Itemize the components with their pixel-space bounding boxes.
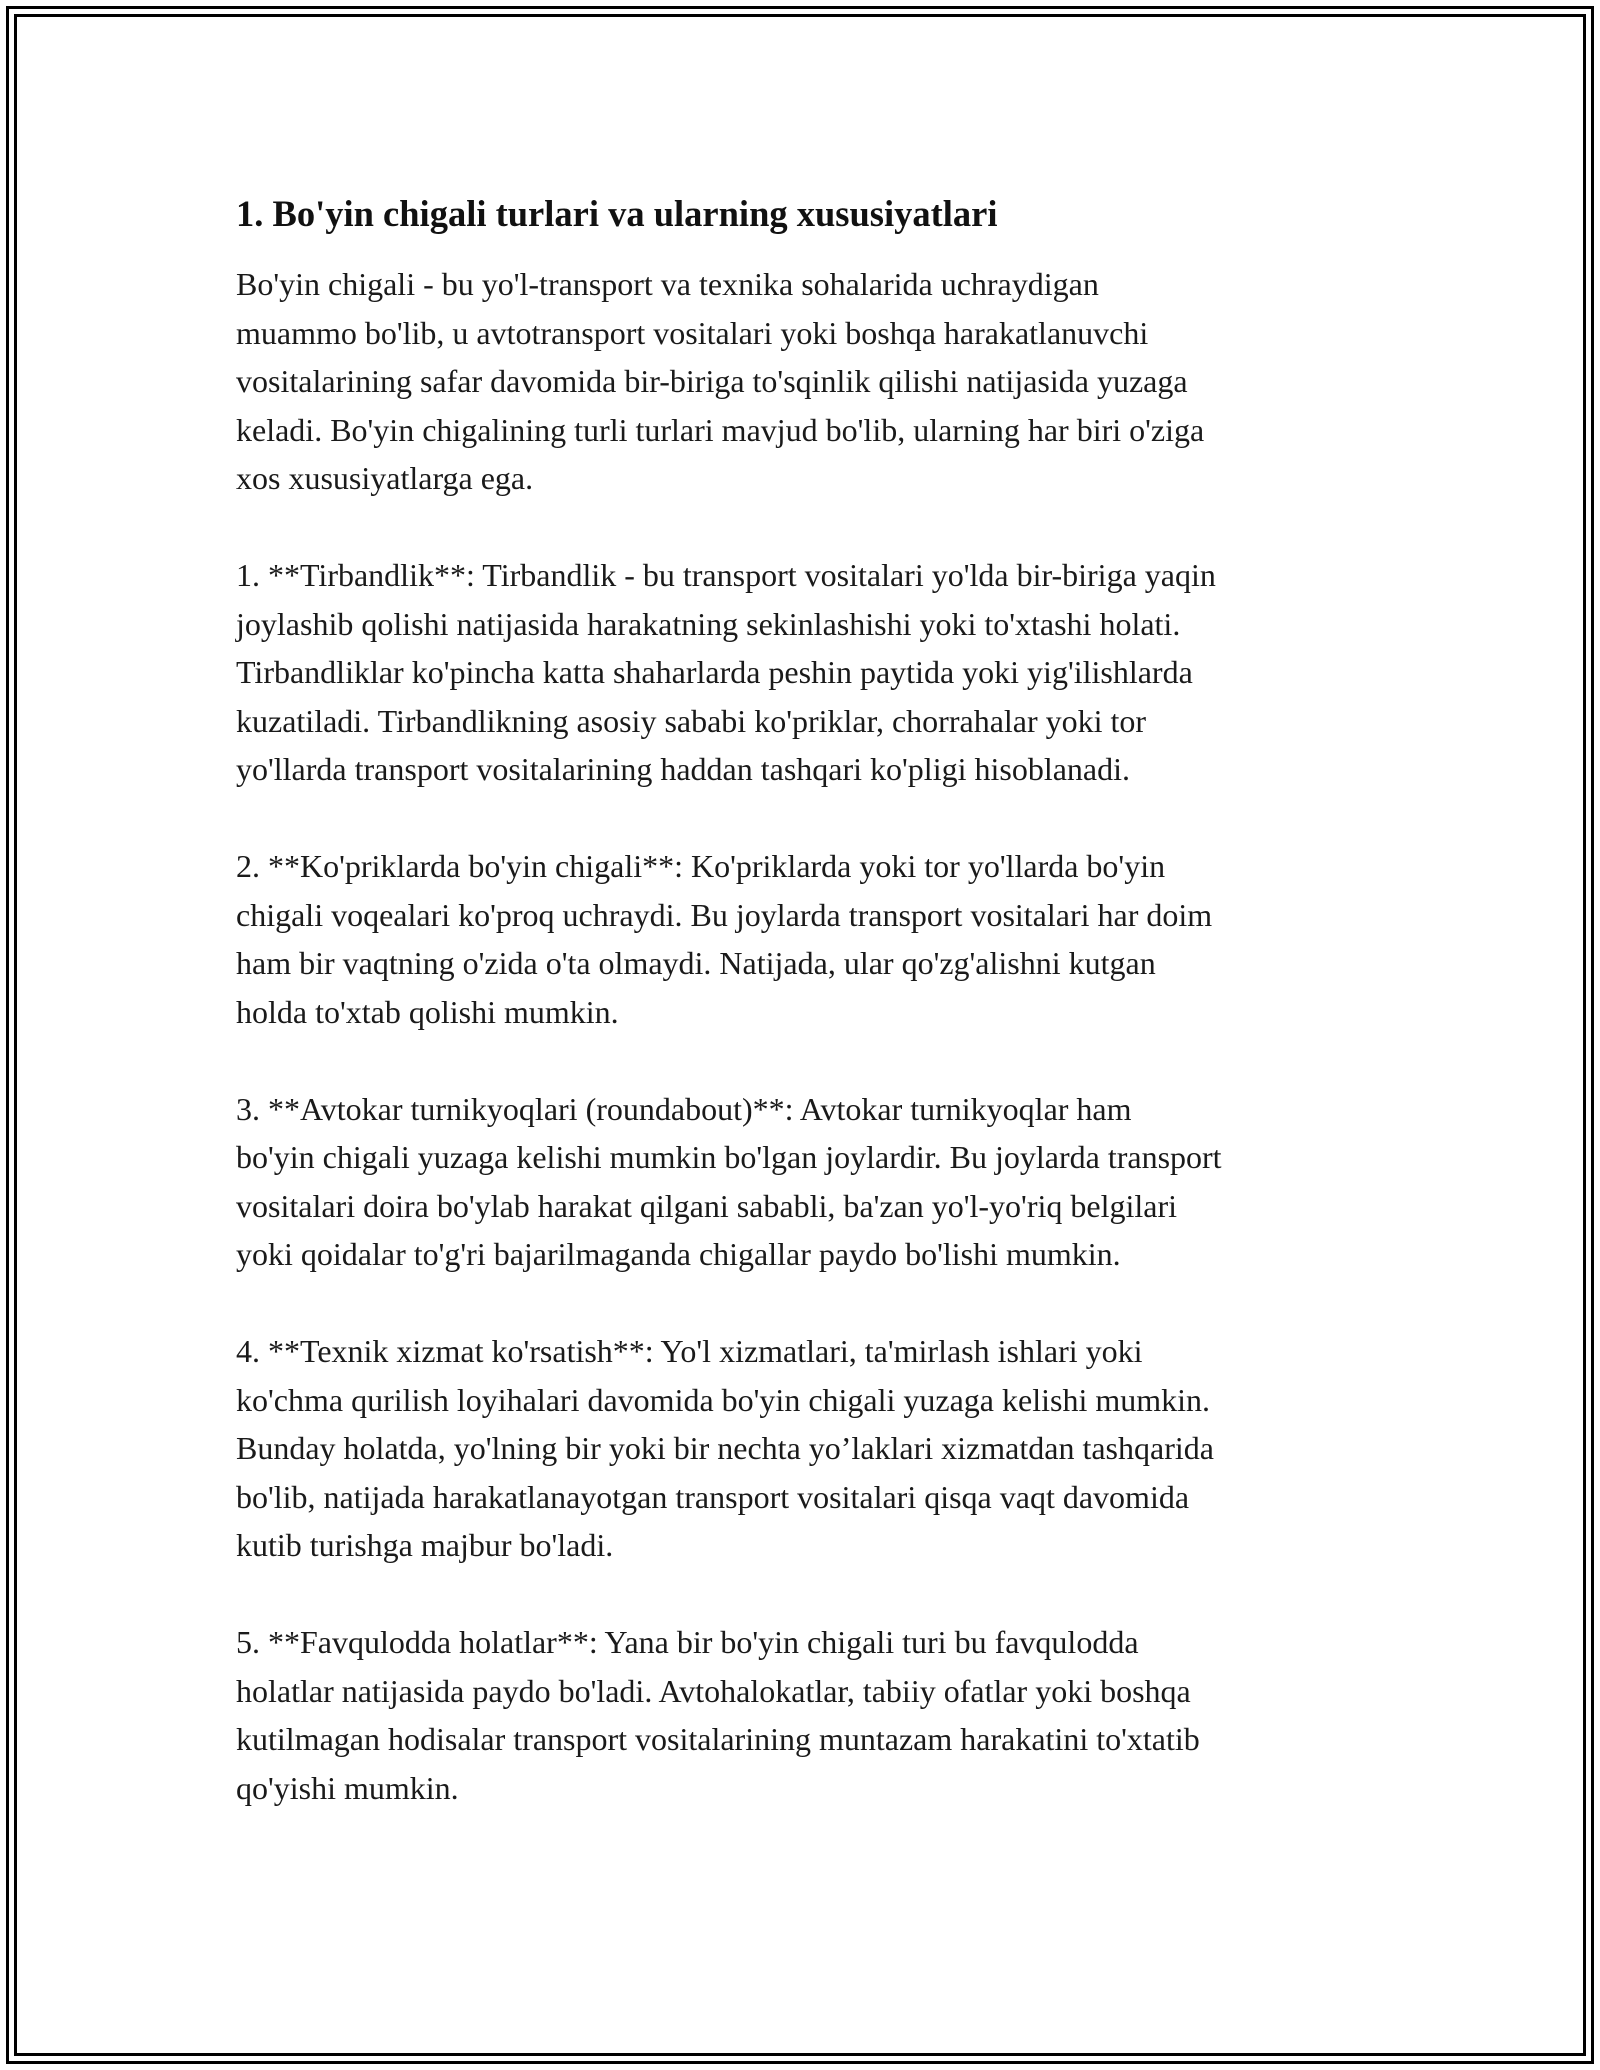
paragraph-texnik-xizmat: 4. **Texnik xizmat ko'rsatish**: Yo'l xizmatlari, ta'mirlash ishlari yoki ko'chma qurilish loyihalari davomida bo'yin chigali yuzaga kelishi mumkin. Bunday holatda, yo'lning bir yoki bir nechta yo’laklari xizmatdan tashqarida bo'lib, natijada harakatlanayotgan transport vositalari qisqa vaqt davomida kutib turishga majbur bo'ladi. (236, 1333, 1214, 1563)
paragraph-favqulodda: 5. **Favqulodda holatlar**: Yana bir bo'yin chigali turi bu favqulodda holatlar natijasida paydo bo'ladi. Avtohalokatlar, tabiiy ofatlar yoki boshqa kutilmagan hodisalar transport vositalarining muntazam harakatini to'xtatib qo'yishi mumkin. (236, 1624, 1200, 1806)
document-body (236, 190, 1376, 1861)
document-title: 1. Bo'yin chigali turlari va ularning xususiyatlari (236, 193, 998, 234)
intro-paragraph: Bo'yin chigali - bu yo'l-transport va texnika sohalarida uchraydigan muammo bo'lib, u avtotransport vositalari yoki boshqa harakatlanuvchi vositalarining safar davomida bir-biriga to'sqinlik qilishi natijasida yuzaga keladi. Bo'yin chigalining turli turlari mavjud bo'lib, ularning har biri o'ziga xos xususiyatlarga ega. (236, 266, 1205, 496)
paragraph-kopriklarda: 2. **Ko'priklarda bo'yin chigali**: Ko'priklarda yoki tor yo'llarda bo'yin chigali voqealari ko'proq uchraydi. Bu joylarda transport vositalari har doim ham bir vaqtning o'zida o'ta olmaydi. Natijada, ular qo'zg'alishni kutgan holda to'xtab qolishi mumkin. (236, 848, 1213, 1030)
paragraph-tirbandlik: 1. **Tirbandlik**: Tirbandlik - bu transport vositalari yo'lda bir-biriga yaqin joylashib qolishi natijasida harakatning sekinlashishi yoki to'xtashi holati. Tirbandliklar ko'pincha katta shaharlarda peshin paytida yoki yig'ilishlarda kuzatiladi. Tirbandlikning asosiy sababi ko'priklar, chorrahalar yoki tor yo'llarda transport vositalarining haddan tashqari ko'pligi hisoblanadi. (236, 557, 1216, 787)
paragraph-avtokar: 3. **Avtokar turnikyoqlari (roundabout)**: Avtokar turnikyoqlar ham bo'yin chigali yuzaga kelishi mumkin bo'lgan joylardir. Bu joylarda transport vositalari doira bo'ylab harakat qilgani sababli, ba'zan yo'l-yo'riq belgilari yoki qoidalar to'g'ri bajarilmaganda chigallar paydo bo'lishi mumkin. (236, 1090, 1222, 1272)
